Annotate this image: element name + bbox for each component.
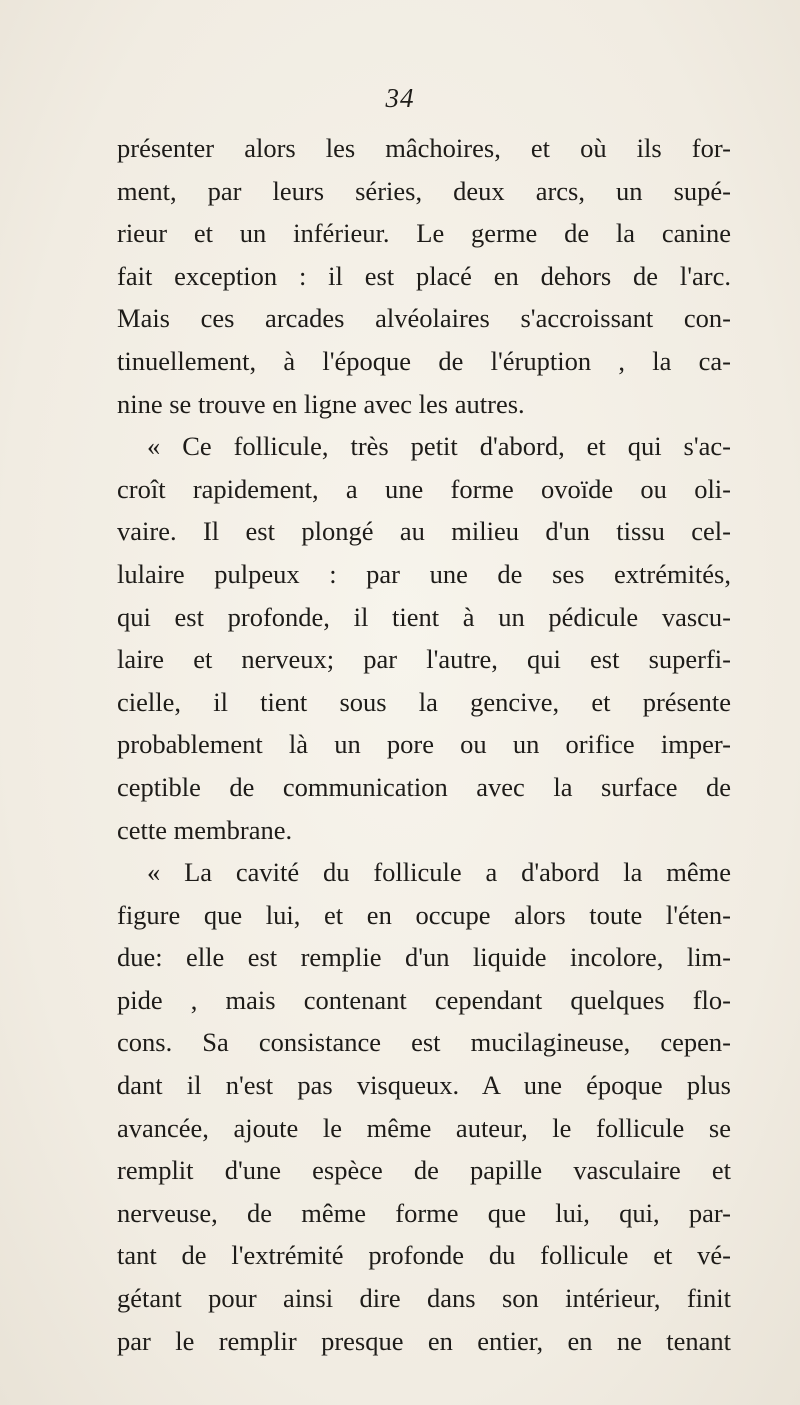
text-line: dant il n'est pas visqueux. A une époque plus — [117, 1070, 731, 1101]
text-line: laire et nerveux; par l'autre, qui est superfi- — [117, 644, 731, 675]
text-line: rieur et un inférieur. Le germe de la canine — [117, 218, 731, 249]
page-number: 34 — [385, 83, 415, 113]
text-line: avancée, ajoute le même auteur, le follicule se — [117, 1112, 731, 1143]
text-line: cons. Sa consistance est mucilagineuse, cepen- — [117, 1027, 731, 1058]
text-line: présenter alors les mâchoires, et où ils for- — [117, 133, 731, 163]
text-line: tinuellement, à l'époque de l'éruption , la ca- — [117, 345, 731, 376]
text-line: fait exception : il est placé en dehors de l'arc. — [117, 260, 731, 291]
text-line: probablement là un pore ou un orifice imper- — [117, 729, 731, 760]
body-text — [117, 127, 731, 1362]
text-line: qui est profonde, il tient à un pédicule vascu- — [117, 601, 731, 632]
text-line: « Ce follicule, très petit d'abord, et qui s'ac- — [147, 431, 731, 462]
text-line: croît rapidement, a une forme ovoïde ou oli- — [117, 473, 731, 504]
text-line: Mais ces arcades alvéolaires s'accroissant con- — [117, 303, 731, 334]
text-line: pide , mais contenant cependant quelques flo- — [117, 984, 731, 1015]
text-line: vaire. Il est plongé au milieu d'un tissu cel- — [117, 516, 731, 547]
text-line: cielle, il tient sous la gencive, et présente — [117, 686, 731, 717]
text-line: nine se trouve en ligne avec les autres. — [117, 388, 525, 419]
text-line: lulaire pulpeux : par une de ses extrémités, — [117, 558, 731, 589]
text-line: ceptible de communication avec la surface de — [117, 771, 731, 802]
text-line: « La cavité du follicule a d'abord la même — [147, 857, 731, 888]
text-line: gétant pour ainsi dire dans son intérieur, finit — [117, 1283, 731, 1314]
text-line: cette membrane. — [117, 814, 293, 845]
text-line: figure que lui, et en occupe alors toute l'éten- — [117, 899, 731, 930]
text-line: ment, par leurs séries, deux arcs, un supé- — [117, 175, 731, 206]
text-line: remplit d'une espèce de papille vasculaire et — [117, 1155, 731, 1186]
text-line: nerveuse, de même forme que lui, qui, par- — [117, 1197, 731, 1228]
text-line: par le remplir presque en entier, en ne tenant — [117, 1325, 731, 1356]
text-line: tant de l'extrémité profonde du follicule et vé- — [117, 1240, 731, 1271]
text-line: due: elle est remplie d'un liquide incolore, lim- — [117, 942, 731, 973]
